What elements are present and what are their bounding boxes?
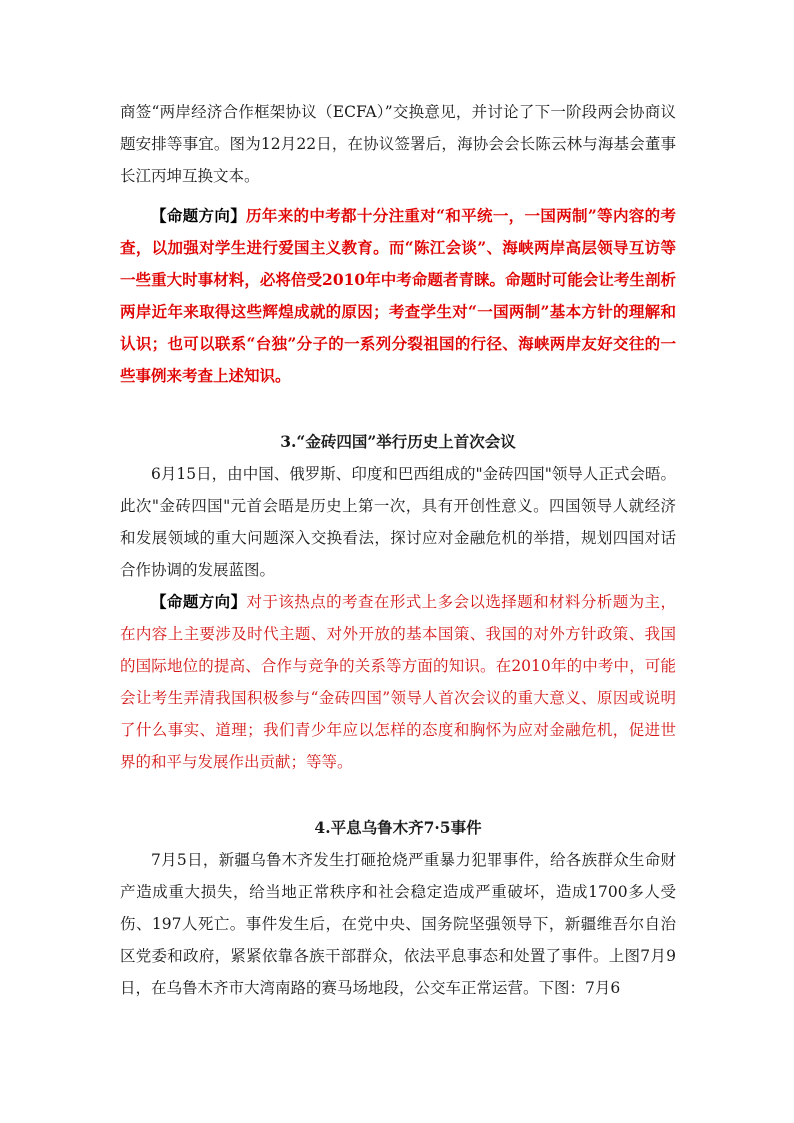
exam-direction-text: 历年来的中考都十分注重对“和平统一，一国两制”等内容的考查，以加强对学生进行爱国主义教育。而“陈江会谈”、海峡两岸高层领导互访等一些重大时事材料，必将倍受2010年中考命题者青睐。命题时可能会让考生剖析两岸近年来取得这些辉煌成就的原因；考查学生对“一国两制”基本方针的理解和认识；也可以联系“台独”分子的一系列分裂祖国的行径、海峡两岸友好交往的一些事例来考查上述知识。 — [120, 206, 676, 385]
exam-direction-tag: 【命题方向】 — [151, 592, 247, 611]
exam-direction-paragraph-2 — [120, 586, 676, 778]
exam-direction-text: 对于该热点的考查在形式上多会以选择题和材料分析题为主，在内容上主要涉及时代主题、对外开放的基本国策、我国的对外方针政策、我国的国际地位的提高、合作与竞争的关系等方面的知识。在2010年的中考中，可能会让考生弄清我国积极参与“金砖四国”领导人首次会议的重大意义、原因或说明了什么事实、道理；我们青少年应以怎样的态度和胸怀为应对金融危机，促进世界的和平与发展作出贡献；等等。 — [120, 593, 676, 771]
document-page — [120, 96, 676, 1004]
section-4-paragraph: 7月5日，新疆乌鲁木齐发生打砸抢烧严重暴力犯罪事件，给各族群众生命财产造成重大损失，给当地正常秩序和社会稳定造成严重破坏，造成1700多人受伤、197人死亡。事件发生后，在党中央、国务院坚强领导下，新疆维吾尔自治区党委和政府，紧紧依靠各族干部群众，依法平息事态和处置了事件。上图7月9日，在乌鲁木齐市大湾南路的赛马场地段，公交车正常运营。下图：7月6 — [120, 851, 676, 997]
exam-direction-paragraph-1 — [120, 200, 676, 392]
continued-paragraph: 商签“两岸经济合作框架协议（ECFA）”交换意见，并讨论了下一阶段两会协商议题安排等事宜。图为12月22日，在协议签署后，海协会会长陈云林与海基会董事长江丙坤互换文本。 — [120, 103, 676, 185]
section-3-title: 3.“金砖四国”举行历史上首次会议 — [280, 432, 516, 451]
section-4-title: 4.平息乌鲁木齐7·5事件 — [314, 818, 482, 837]
section-3-paragraph: 6月15日，由中国、俄罗斯、印度和巴西组成的"金砖四国"领导人正式会晤。此次"金砖四国"元首会晤是历史上第一次，具有开创性意义。四国领导人就经济和发展领域的重大问题深入交换看法，探讨应对金融危机的举措，规划四国对话合作协调的发展蓝图。 — [120, 465, 676, 579]
exam-direction-tag: 【命题方向】 — [151, 206, 247, 225]
